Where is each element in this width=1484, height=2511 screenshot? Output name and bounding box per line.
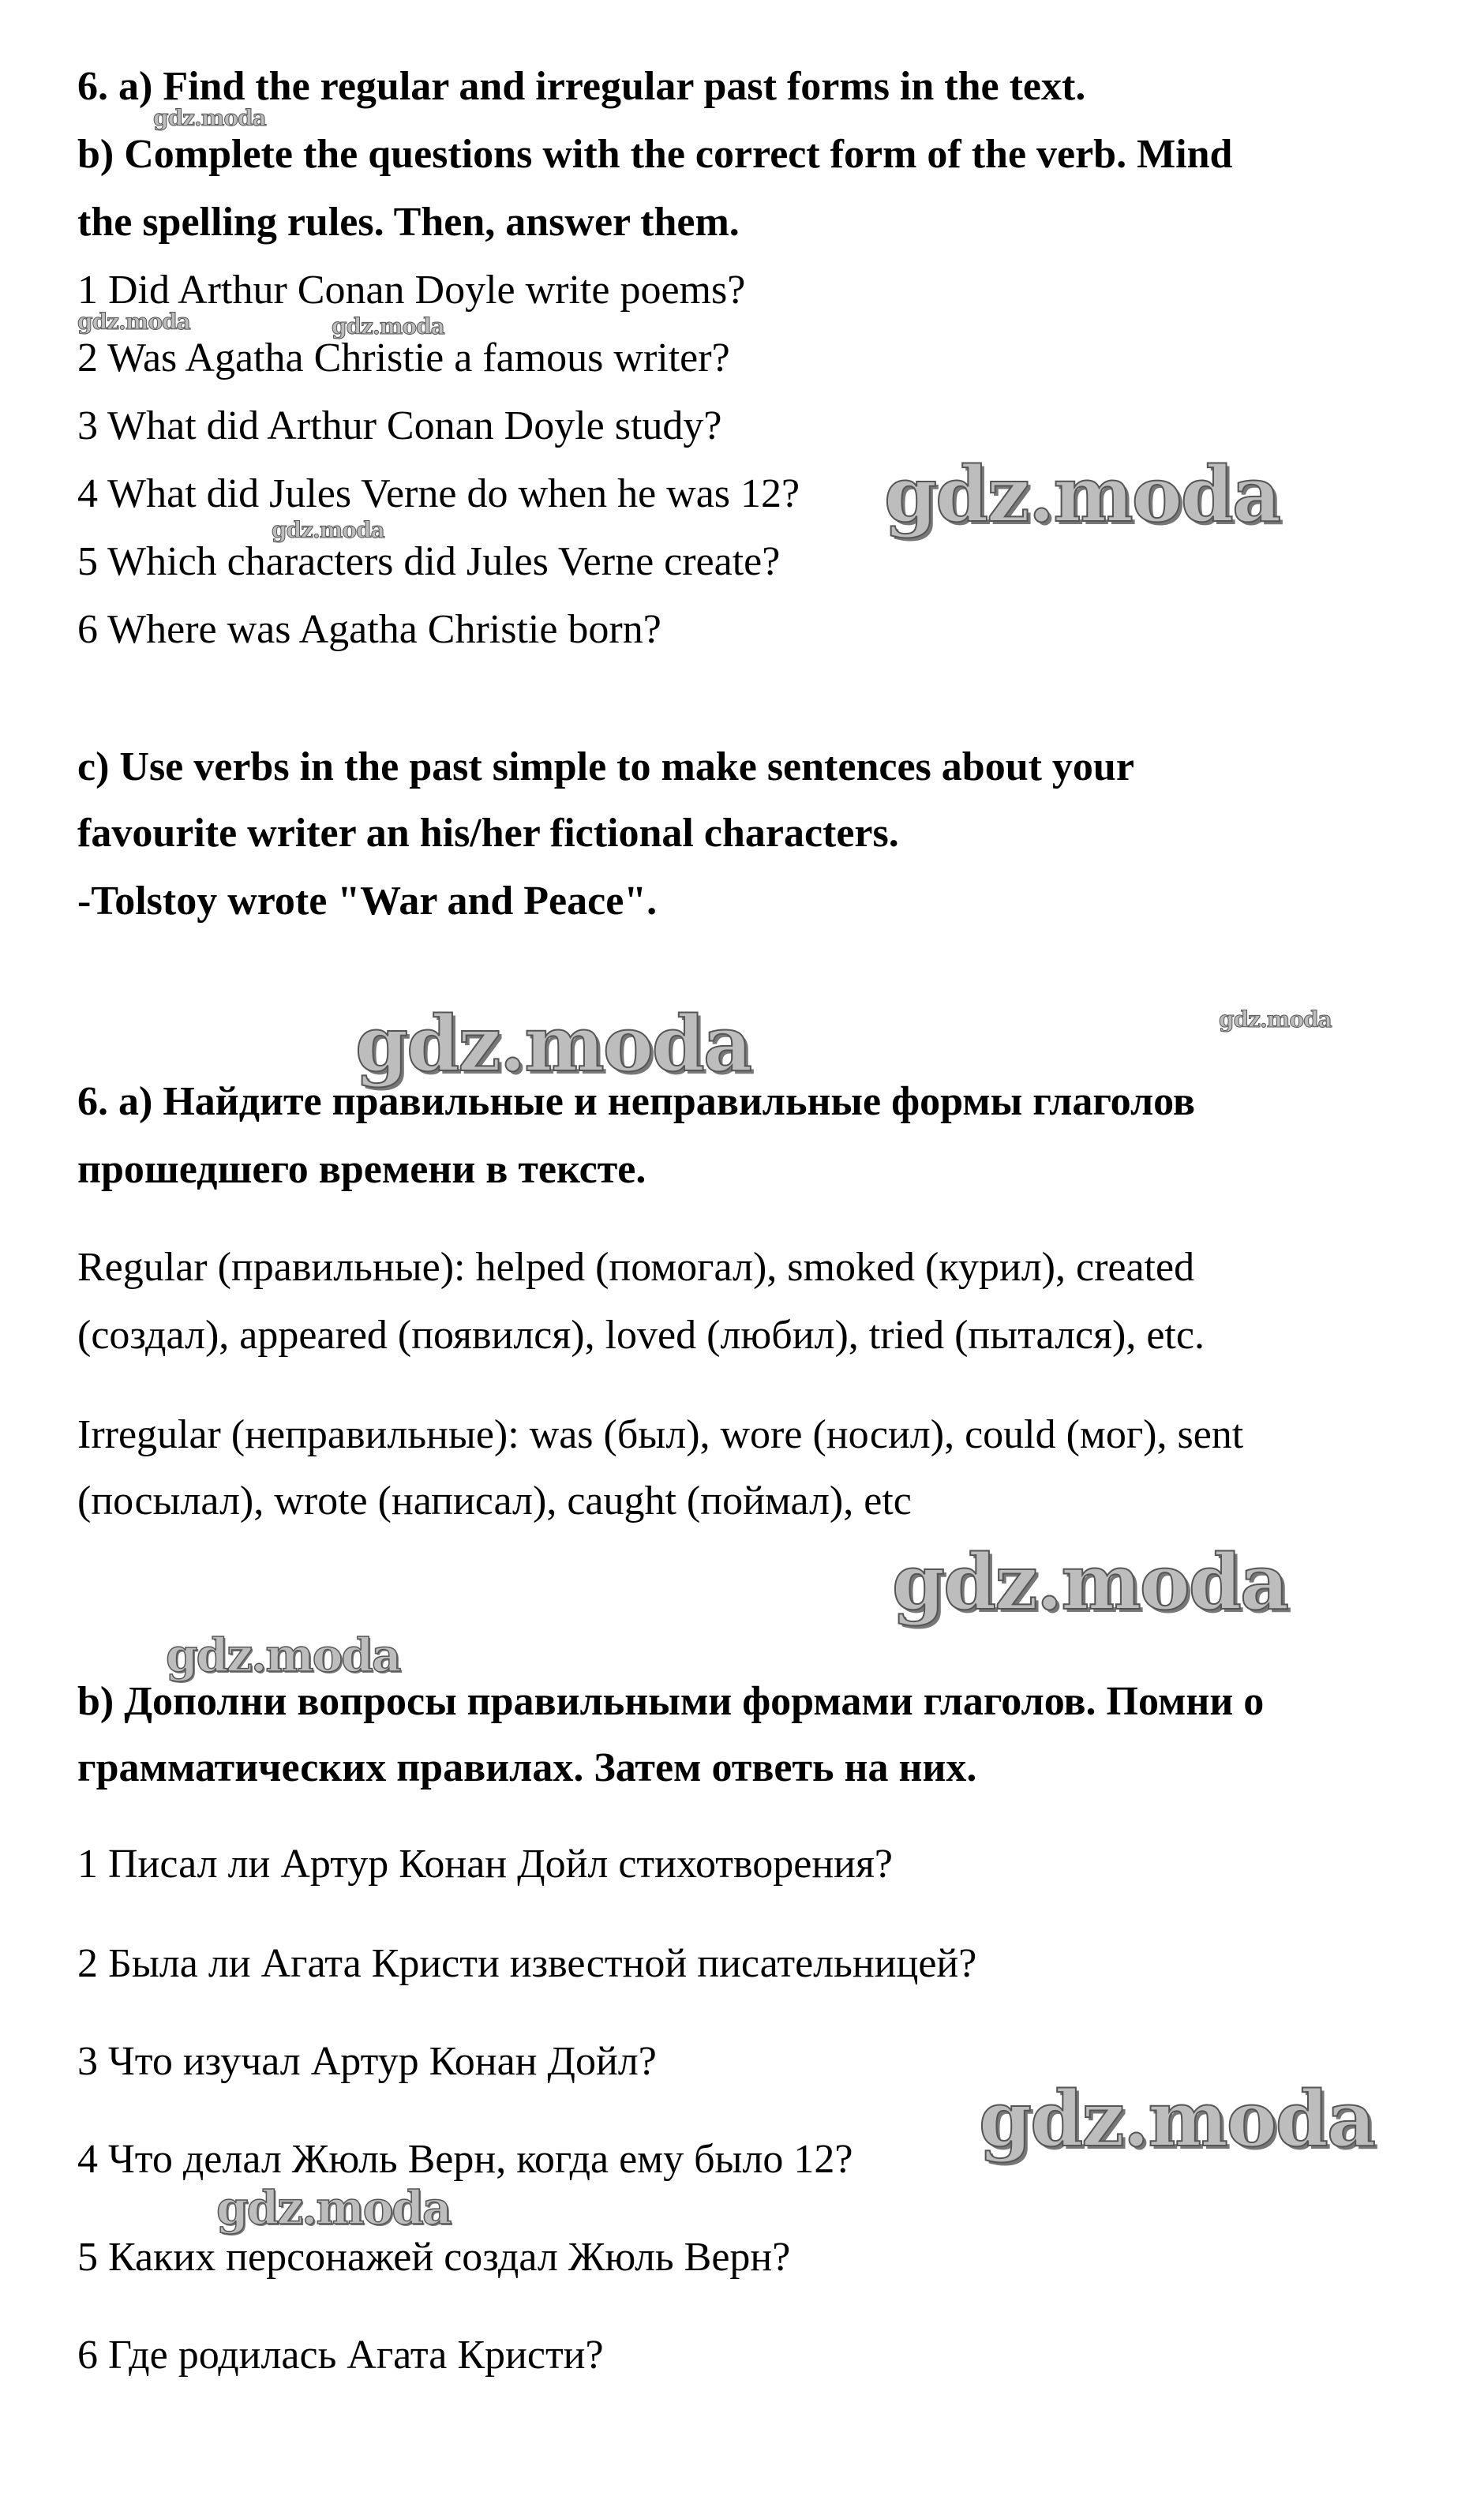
ru-question-item: 4 Что делал Жюль Верн, когда ему было 12? xyxy=(77,2137,853,2182)
watermark: gdz.moda xyxy=(77,309,190,335)
watermark: gdz.moda xyxy=(332,313,444,339)
ru-question-item: 5 Каких персонажей создал Жюль Верн? xyxy=(77,2235,791,2280)
regular-forms-cont: (создал), appeared (появился), loved (любил), tried (пытался), etc. xyxy=(77,1313,1205,1358)
task-b-heading: b) Complete the questions with the correct form of the verb. Mind xyxy=(77,132,1233,177)
task-c-heading-cont: favourite writer an his/her fictional characters. xyxy=(77,811,899,856)
ru-task-a-heading-cont: прошедшего времени в тексте. xyxy=(77,1147,646,1192)
question-item: 2 Was Agatha Christie a famous writer? xyxy=(77,335,730,380)
task-a-heading: 6. a) Find the regular and irregular past forms in the text. xyxy=(77,64,1086,109)
question-item: 1 Did Arthur Conan Doyle write poems? xyxy=(77,268,746,313)
regular-forms: Regular (правильные): helped (помогал), smoked (курил), created xyxy=(77,1245,1195,1290)
ru-question-item: 1 Писал ли Артур Конан Дойл стихотворения? xyxy=(77,1842,893,1887)
ru-task-a-heading: 6. а) Найдите правильные и неправильные формы глаголов xyxy=(77,1079,1195,1124)
watermark: gdz.moda xyxy=(272,517,384,543)
ru-task-b-heading: b) Дополни вопросы правильными формами глаголов. Помни о xyxy=(77,1679,1265,1724)
irregular-forms-cont: (посылал), wrote (написал), caught (поймал), etc xyxy=(77,1478,912,1523)
task-c-example: -Tolstoy wrote "War and Peace". xyxy=(77,879,658,924)
watermark: gdz.moda xyxy=(166,1628,400,1682)
watermark: gdz.moda xyxy=(216,2181,451,2235)
ru-question-item: 6 Где родилась Агата Кристи? xyxy=(77,2333,604,2378)
watermark: gdz.moda xyxy=(979,2074,1375,2164)
watermark: gdz.moda xyxy=(892,1538,1288,1627)
question-item: 3 What did Arthur Conan Doyle study? xyxy=(77,403,722,448)
question-item: 5 Which characters did Jules Verne create? xyxy=(77,539,781,584)
watermark: gdz.moda xyxy=(1219,1006,1332,1033)
task-b-heading-cont: the spelling rules. Then, answer them. xyxy=(77,200,740,245)
task-c-heading: c) Use verbs in the past simple to make sentences about your xyxy=(77,744,1134,789)
ru-task-b-heading-cont: грамматических правилах. Затем ответь на них. xyxy=(77,1745,977,1790)
ru-question-item: 3 Что изучал Артур Конан Дойл? xyxy=(77,2039,657,2084)
watermark: gdz.moda xyxy=(153,105,266,131)
question-item: 4 What did Jules Verne do when he was 12? xyxy=(77,471,800,516)
question-item: 6 Where was Agatha Christie born? xyxy=(77,607,661,652)
ru-question-item: 2 Была ли Агата Кристи известной писательницей? xyxy=(77,1941,977,1986)
watermark: gdz.moda xyxy=(355,999,751,1089)
irregular-forms: Irregular (неправильные): was (был), wore (носил), could (мог), sent xyxy=(77,1412,1244,1457)
watermark: gdz.moda xyxy=(884,450,1280,539)
